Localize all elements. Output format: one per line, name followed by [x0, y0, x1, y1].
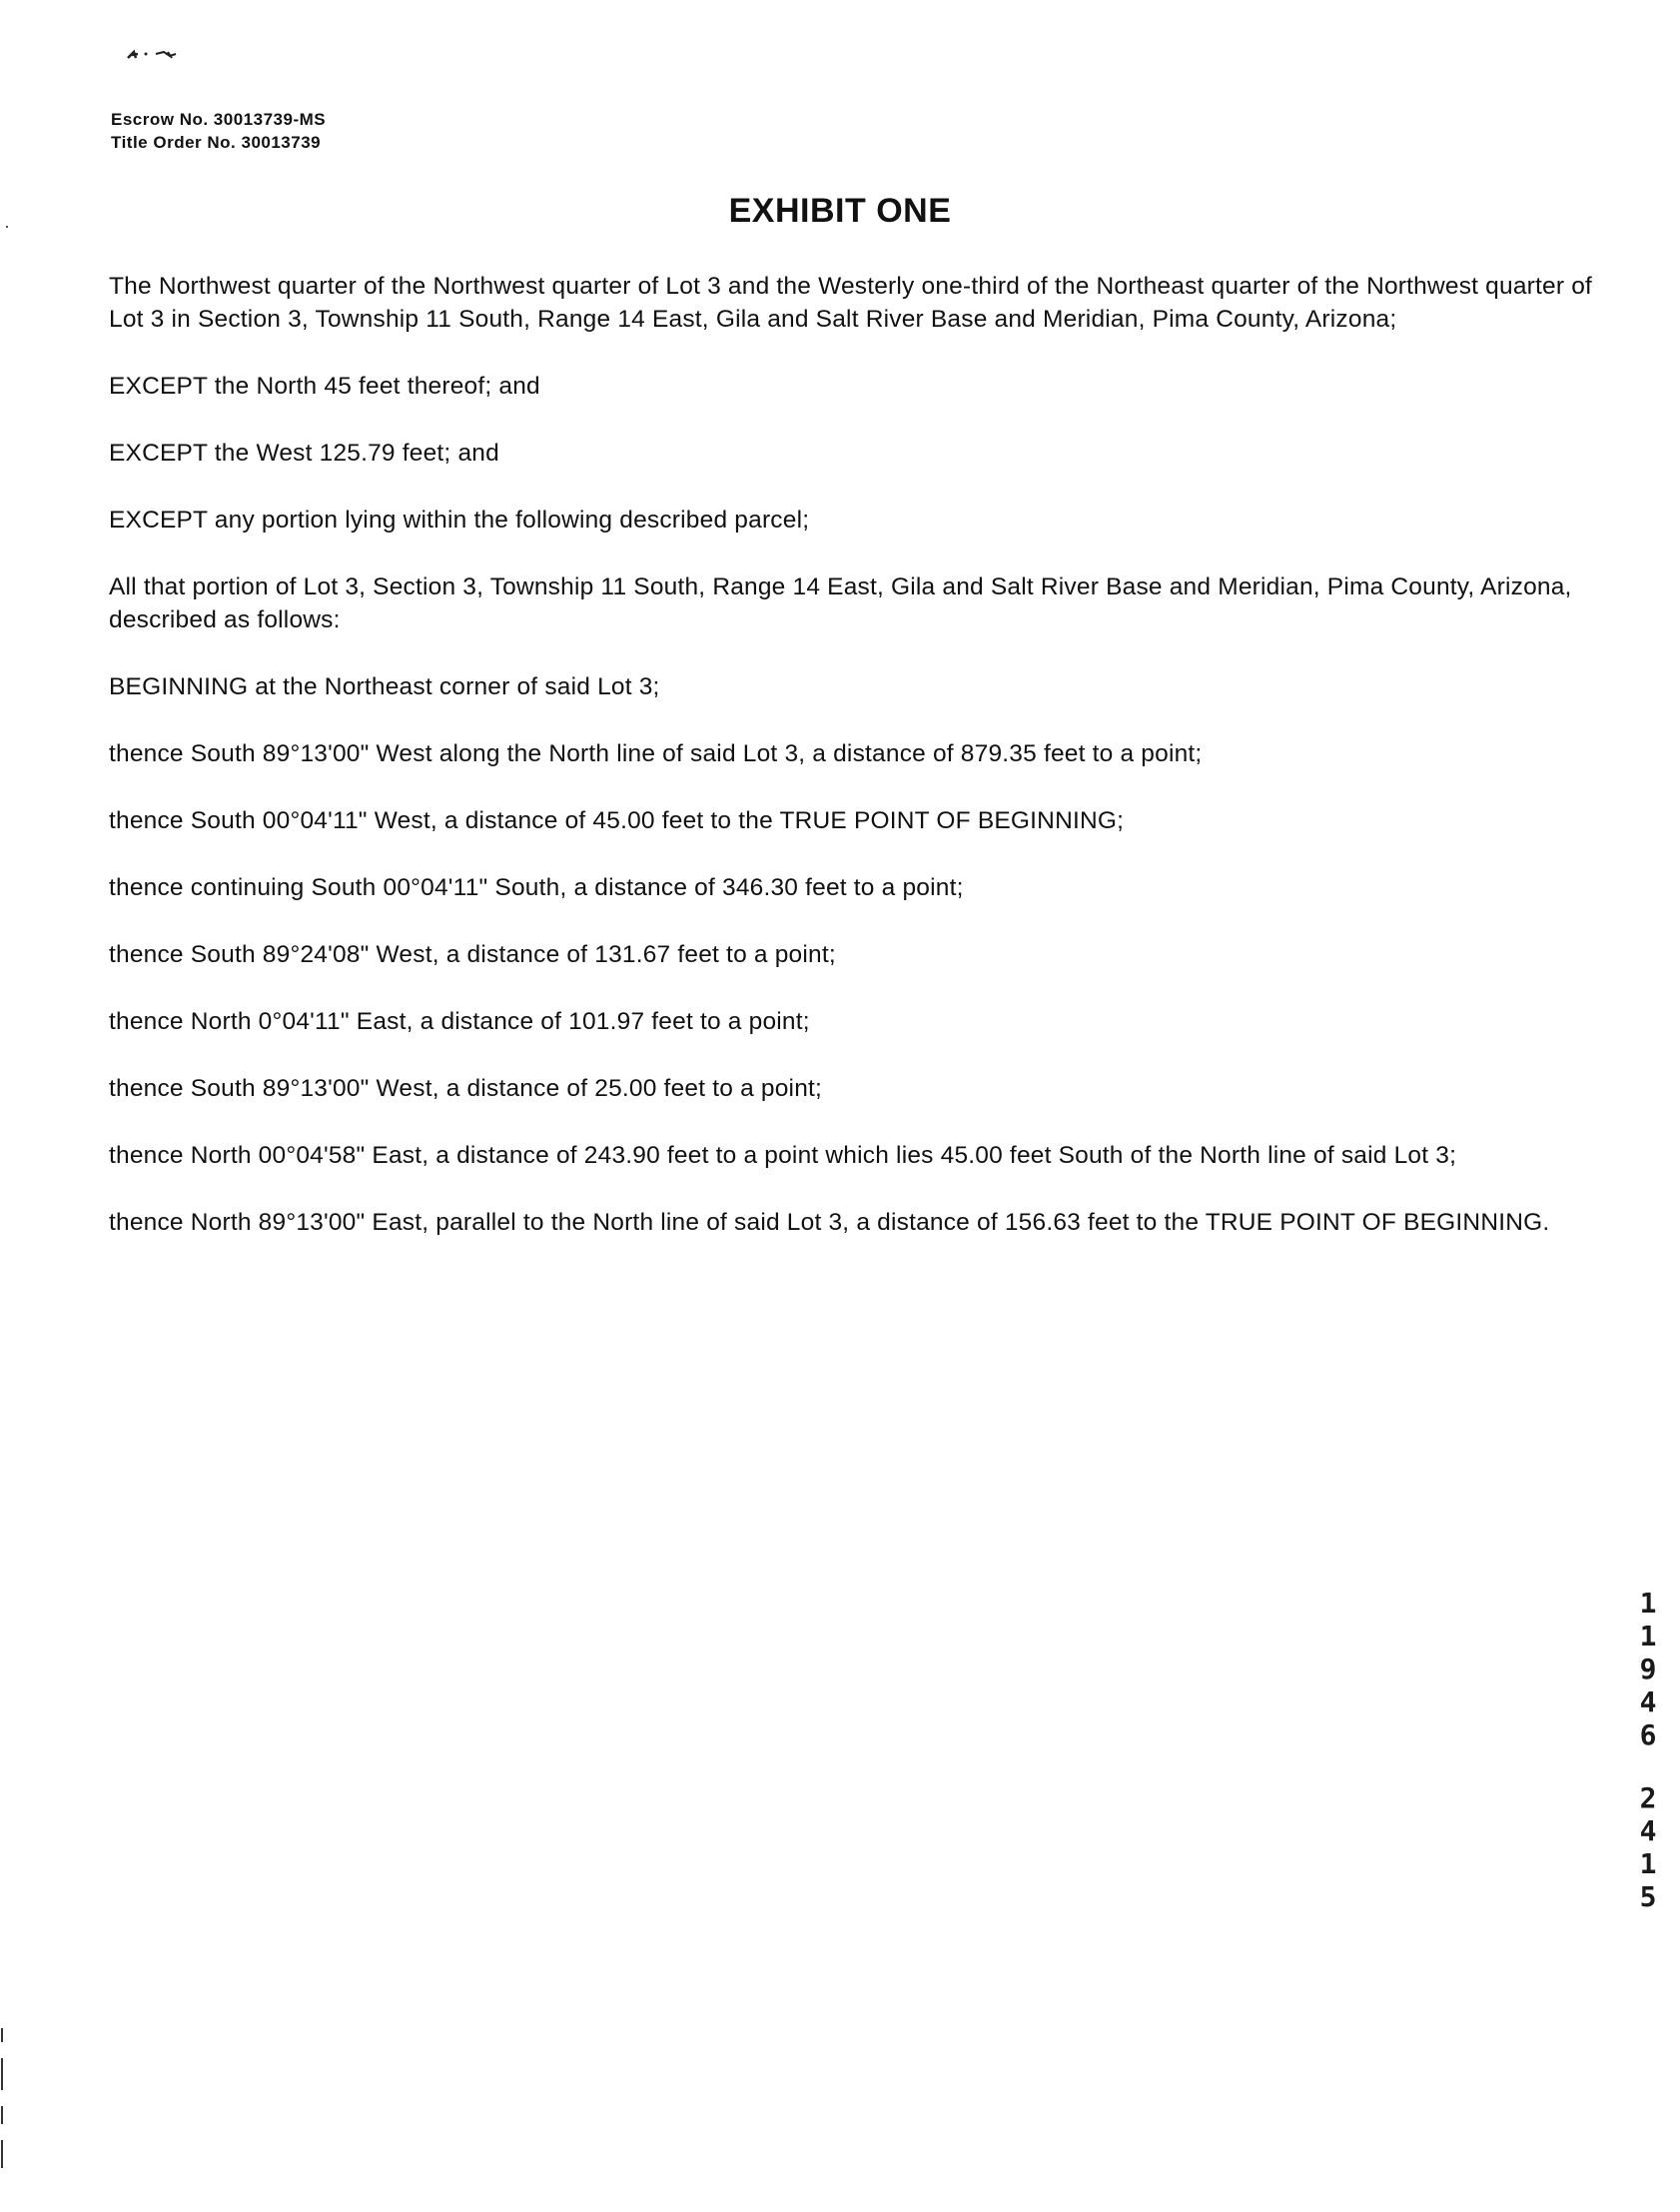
paragraph: EXCEPT the North 45 feet thereof; and [109, 373, 540, 400]
paragraph: EXCEPT any portion lying within the following described parcel; [109, 507, 810, 534]
title-order-number: Title Order No. 30013739 [111, 133, 322, 152]
margin-edge-marks [0, 2028, 4, 2168]
stamp-digit: 1 [1639, 1620, 1657, 1653]
stamp-digit: 1 [1639, 1847, 1657, 1880]
stamp-digit: 6 [1639, 1718, 1657, 1751]
paragraph: The Northwest quarter of the Northwest quarter of Lot 3 and the Westerly one-third of the Northeast quarter of the Northwest quarter of Lot 3 in Section 3, Township 11 South, Range 14 East, Gila and Salt River Base and Meridian, Pima County, Arizona; [109, 273, 1593, 333]
paragraph: thence North 0°04'11" East, a distance of 101.97 feet to a point; [109, 1008, 810, 1035]
escrow-number: Escrow No. 30013739-MS [111, 110, 327, 129]
reference-header [111, 108, 326, 154]
exhibit-title: EXHIBIT ONE [728, 192, 952, 230]
paragraph: thence South 89°13'00" West along the North line of said Lot 3, a distance of 879.35 feet to a point; [109, 740, 1203, 767]
stamp-digit: 1 [1639, 1587, 1657, 1620]
paragraph: BEGINNING at the Northeast corner of said Lot 3; [109, 673, 660, 700]
stamp-gap [1632, 1751, 1664, 1781]
stamp-digit: 5 [1639, 1880, 1657, 1913]
scan-artifact-mark [124, 44, 224, 64]
paragraph: thence North 00°04'58" East, a distance of 243.90 feet to a point which lies 45.00 feet South of the North line of said Lot 3; [109, 1142, 1457, 1169]
stamp-digit: 4 [1639, 1814, 1657, 1847]
paragraph: thence continuing South 00°04'11" South, a distance of 346.30 feet to a point; [109, 874, 964, 901]
recording-stamp [1632, 1587, 1664, 1913]
paragraph: thence South 00°04'11" West, a distance of 45.00 feet to the TRUE POINT OF BEGINNING; [109, 807, 1125, 834]
paragraph: thence South 89°13'00" West, a distance of 25.00 feet to a point; [109, 1075, 823, 1102]
stamp-digit: 2 [1639, 1781, 1657, 1814]
paragraph: thence North 89°13'00" East, parallel to the North line of said Lot 3, a distance of 156.63 feet to the TRUE POINT OF BEGINNING. [109, 1209, 1550, 1236]
paragraph: thence South 89°24'08" West, a distance of 131.67 feet to a point; [109, 941, 836, 968]
paragraph: All that portion of Lot 3, Section 3, Township 11 South, Range 14 East, Gila and Salt River Base and Meridian, Pima County, Arizona, described as follows: [109, 573, 1572, 633]
stamp-digit: 9 [1639, 1653, 1657, 1685]
paragraph: EXCEPT the West 125.79 feet; and [109, 440, 499, 467]
stamp-digit: 4 [1639, 1685, 1657, 1718]
legal-description [109, 270, 1593, 1273]
